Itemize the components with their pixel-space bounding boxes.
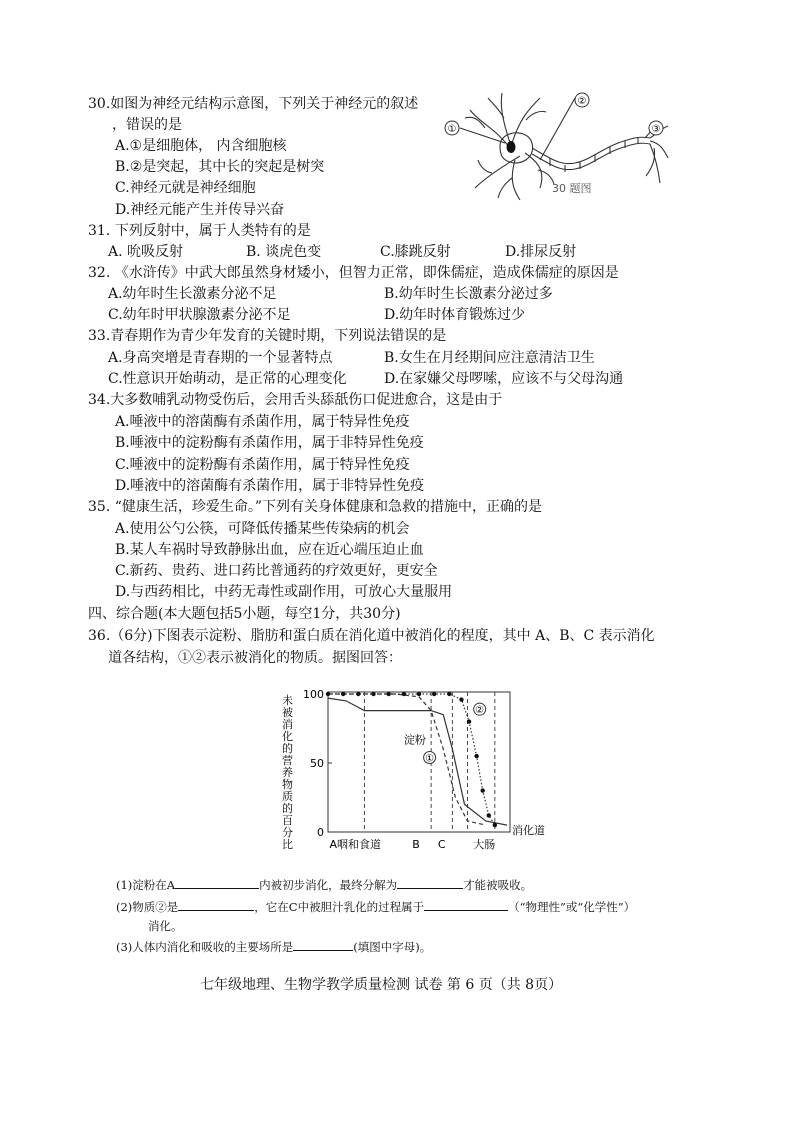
data-point (474, 754, 478, 758)
q35-option-a: A.使用公勺公筷，可降低传播某些传染病的机会 (115, 521, 410, 537)
q30-option-b: B.②是突起，其中长的突起是树突 (115, 159, 325, 175)
segment-label: B (412, 838, 420, 851)
neuron-figure (440, 88, 670, 206)
data-point (402, 692, 406, 696)
q34-option-c: C.唾液中的淀粉酶有杀菌作用，属于特异性免疫 (115, 457, 410, 473)
y-label-char: 化 (282, 730, 293, 743)
q30-stem: 30.如图为神经元结构示意图，下列关于神经元的叙述 (88, 96, 419, 112)
q35-option-c: C.新药、贵药、进口药比普通药的疗效更好，更安全 (115, 563, 438, 579)
digestion-chart (268, 686, 545, 852)
q33-option-a: A.身高突增是青春期的一个显著特点 (108, 350, 333, 366)
q30-option-c: C.神经元就是神经细胞 (115, 180, 256, 196)
neuron-label-1: ① (447, 124, 457, 135)
y-label-char: 未 (282, 694, 293, 707)
q33-option-c: C.性意识开始萌动，是正常的心理变化 (108, 371, 347, 387)
segment-label: C (437, 838, 446, 851)
y-label-char: 质 (282, 790, 293, 803)
y-tick-label: 100 (303, 688, 324, 701)
q33-option-b: B.女生在月经期间应注意清洁卫生 (384, 350, 595, 366)
q31-stem: 31. 下列反射中，属于人类特有的是 (88, 223, 311, 239)
y-label-char: 分 (282, 826, 293, 839)
data-point (341, 692, 345, 696)
q33-option-d: D.在家嫌父母啰嗦，应该不与父母沟通 (384, 371, 624, 387)
series-line-② (328, 694, 495, 825)
q36-sub2-cont: 消化。 (148, 919, 183, 933)
q36-sub3-part2: (填图中字母)。 (353, 940, 432, 954)
series-line-淀粉 (328, 698, 507, 825)
y-tick-label: 50 (310, 757, 324, 770)
data-point (326, 692, 330, 696)
q36-sub1-part3: 才能被吸收。 (463, 878, 533, 892)
q30-option-d: D.神经元能产生并传导兴奋 (115, 202, 285, 218)
data-point (481, 788, 485, 792)
q30-option-a: A.①是细胞体， 内含细胞核 (115, 138, 287, 154)
neuron-caption: 30 题图 (552, 182, 592, 195)
answer-blank-1[interactable] (175, 874, 259, 889)
y-axis-label (282, 693, 293, 851)
y-label-char: 营 (282, 754, 293, 767)
section-heading: 四、综合题(本大题包括5小题，每空1分，共30分) (88, 606, 401, 622)
y-label-char: 消 (282, 718, 293, 731)
data-point (371, 692, 375, 696)
q32-option-d: D.幼年时体育锻炼过少 (384, 307, 526, 323)
q36-sub2-part1: (2)物质②是 (116, 900, 179, 914)
neuron-label-2: ② (577, 96, 587, 107)
data-point (432, 692, 436, 696)
q34-option-b: B.唾液中的淀粉酶有杀菌作用，属于非特异性免疫 (115, 435, 424, 451)
y-label-char: 比 (282, 838, 293, 851)
q32-option-c: C.幼年时甲状腺激素分泌不足 (108, 307, 291, 323)
y-label-char: 物 (282, 778, 293, 791)
data-point (447, 692, 451, 696)
page-footer: 七年级地理、生物学教学质量检测 试卷 第 6 页（共 8页） (200, 977, 563, 993)
data-point (467, 719, 471, 723)
y-tick-label: 0 (317, 826, 324, 839)
annotation-substance-2: ② (475, 705, 485, 717)
y-label-char: 养 (282, 766, 293, 779)
q36-sub1-part2: 内被初步消化，最终分解为 (259, 878, 398, 892)
annotation-starch: 淀粉 (403, 733, 426, 747)
segment-label: 大肠 (473, 838, 496, 851)
y-label-char: 百 (282, 814, 293, 827)
q36-sub2 (116, 896, 635, 915)
q31-option-d: D.排尿反射 (505, 244, 577, 260)
q30-stem-cont: ，错误的是 (112, 117, 182, 133)
annotation-substance-1: ① (425, 753, 435, 765)
data-point (487, 813, 491, 817)
data-point (493, 823, 497, 827)
segment-label: A咽和食道 (329, 838, 382, 851)
q31-option-b: B. 谈虎色变 (246, 244, 322, 260)
answer-blank-5[interactable] (293, 936, 353, 951)
neuron-label-3: ③ (651, 124, 661, 135)
answer-blank-3[interactable] (178, 896, 254, 911)
data-point (386, 692, 390, 696)
q31-option-c: C.膝跳反射 (380, 244, 451, 260)
q36-stem: 36.（6分)下图表示淀粉、脂肪和蛋白质在消化道中被消化的程度，其中 A、B、C 表示消化 (88, 628, 655, 644)
q33-stem: 33.青春期作为青少年发育的关键时期，下列说法错误的是 (88, 328, 447, 344)
q36-sub1-part1: (1)淀粉在A (116, 878, 176, 892)
q36-sub2-part3: （“物理性”或“化学性”） (508, 900, 636, 914)
q31-option-a: A. 吮吸反射 (108, 244, 184, 260)
q34-option-a: A.唾液中的溶菌酶有杀菌作用，属于特异性免疫 (115, 414, 410, 430)
data-point (356, 692, 360, 696)
q36-sub3-part1: (3)人体内消化和吸收的主要场所是 (116, 940, 294, 954)
q36-sub3 (116, 936, 431, 955)
q35-stem: 35. “健康生活，珍爱生命。”下列有关身体健康和急救的措施中，正确的是 (88, 499, 543, 515)
q32-option-b: B.幼年时生长激素分泌过多 (384, 286, 553, 302)
q36-sub1 (116, 874, 532, 893)
q32-stem: 32. 《水浒传》中武大郎虽然身材矮小，但智力正常，即侏儒症，造成侏儒症的原因是 (88, 265, 619, 281)
series-line-① (328, 694, 486, 825)
q35-option-b: B.某人车祸时导致静脉出血，应在近心端压迫止血 (115, 542, 424, 558)
answer-blank-4[interactable] (424, 896, 508, 911)
y-label-char: 的 (282, 742, 293, 755)
q34-stem: 34.大多数哺乳动物受伤后，会用舌头舔舐伤口促进愈合，这是由于 (88, 392, 503, 408)
q36-stem-cont: 道各结构，①②表示被消化的物质。据图回答： (108, 650, 402, 666)
data-point (459, 697, 463, 701)
x-axis-label: 消化道 (512, 824, 545, 837)
y-label-char: 的 (282, 802, 293, 815)
data-point (417, 692, 421, 696)
answer-blank-2[interactable] (397, 874, 463, 889)
q34-option-d: D.唾液中的溶菌酶有杀菌作用，属于非特异性免疫 (115, 478, 425, 494)
q36-sub2-part2: ，它在C中被胆汁乳化的过程属于 (254, 900, 425, 914)
y-label-char: 被 (282, 706, 293, 719)
q32-option-a: A.幼年时生长激素分泌不足 (108, 286, 277, 302)
q35-option-d: D.与西药相比，中药无毒性或副作用，可放心大量服用 (115, 584, 453, 600)
